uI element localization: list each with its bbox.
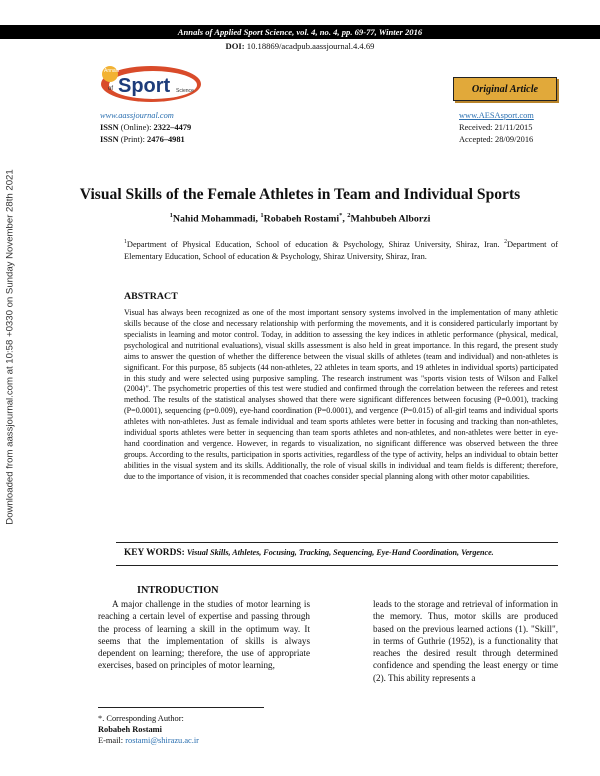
email-link[interactable]: rostami@shirazu.ac.ir [125, 736, 199, 746]
corresponding-marker: * [339, 212, 343, 219]
journal-info-left [100, 110, 191, 146]
logo-top-text: Annals [104, 68, 120, 74]
author-name: Robabeh Rostami [263, 213, 340, 225]
keywords [124, 547, 564, 558]
corresponding-author-footnote [98, 713, 199, 747]
logo-word-post: Science [176, 88, 194, 94]
doi-value[interactable]: 10.18869/acadpub.aassjournal.4.4.69 [246, 41, 375, 51]
abstract-heading: ABSTRACT [124, 291, 178, 302]
corresponding-author-name: Robabeh Rostami [98, 725, 162, 735]
issn-online: ISSN (Online): 2322–4479 [100, 123, 192, 132]
footnote-rule [98, 707, 264, 708]
download-watermark [3, 152, 17, 542]
journal-url-link[interactable]: www.aassjournal.com [100, 111, 174, 120]
introduction-left-column: A major challenge in the studies of motor learning is reaching a certain level of expertise and passing through the process of learning a skill in the optimum way. It seems that the implementation of skills is always dependent on learning; therefore, the use of appropriate exercises, based on principles of motor learning, [98, 599, 310, 671]
author-name: Nahid Mohammadi, [172, 213, 258, 225]
accepted-date: Accepted: 28/09/2016 [459, 135, 534, 144]
article-type-label: Original Article [471, 83, 539, 95]
doi-line [0, 41, 600, 51]
affiliation-2: Department of Elementary Education, School of education & Psychology, Shiraz University, Shiraz, Iran. [124, 239, 559, 262]
journal-citation: Annals of Applied Sport Science, vol. 4, no. 4, pp. 69-77, Winter 2016 [177, 27, 423, 37]
association-url-link[interactable]: www.AESAsport.com [459, 111, 534, 120]
logo-word-pre: of [108, 86, 114, 92]
keywords-rule-top [116, 542, 558, 543]
logo-word-main: Sport [118, 75, 171, 97]
download-watermark-text: Downloaded from aassjournal.com at 10:58 +0330 on Sunday November 28th 2021 [4, 169, 16, 525]
keywords-rule-bottom [116, 565, 558, 566]
author-name: Mahbubeh Alborzi [350, 213, 431, 225]
doi-label: DOI: [225, 41, 245, 51]
introduction-right-column: leads to the storage and retrieval of information in the memory. Thus, motor skills are produced based on the previous learned actions (1). "Skill", in terms of Guthrie (1952), is a functionality that reaches the desired result through determined confidence and spending the least energy or time (2). This ability represents a [373, 599, 558, 683]
issn-print: ISSN (Print): 2476–4981 [100, 135, 185, 144]
article-type-badge [453, 77, 557, 101]
affiliations: $^1$Department of Physical Education, School of education & Psychology, Shiraz University, Shiraz, Iran. $^2$Department of Elementary Education, School of education & Psychology, Shiraz University, Shiraz, Iran. [124, 239, 559, 262]
email-label: E-mail: [98, 736, 124, 746]
journal-info-right [459, 110, 534, 146]
footnote-label: *. Corresponding Author: [98, 714, 184, 723]
journal-logo [98, 60, 204, 104]
keywords-list: Visual Skills, Athletes, Focusing, Tracking, Sequencing, Eye-Hand Coordination, Vergence. [186, 548, 494, 557]
article-title: Visual Skills of the Female Athletes in Team and Individual Sports [79, 186, 521, 203]
affiliation-1: Department of Physical Education, School of education & Psychology, Shiraz University, Shiraz, Iran. [126, 239, 500, 249]
keywords-label: KEY WORDS: [124, 548, 185, 558]
received-date: Received: 21/11/2015 [459, 123, 533, 132]
introduction-heading: INTRODUCTION [137, 585, 219, 596]
author-list: $^1$Nahid Mohammadi, $^1$Robabeh Rostami*, $^2$Mahbubeh Alborzi [169, 212, 431, 225]
abstract-body: Visual has always been recognized as one of the most important sensory systems involved in the implementation of many athletic skills because of the close and necessary relationship with performing the movements, and it is considered particularly important by specialists in learning and motor control. Today, in addition to assessing the key indices in athletic performance (physical, medical, psychological and nutritional evaluations), visual skills assessment is also held in great importance. In this regard, the present study aims to answer the question of whether the difference between the visual skills of athletes (team and individual) and non-athletes is significant. For this purpose, 85 subjects (44 non-athletes, 22 athletes in team sports, and 19 athletes in individual sports) participated in this study and were selected using purposive sampling. The research instrument was "sports vision tests of Wilson and Falkel (2004)". The psychometric properties of this test were studied and confirmed through the correlation between the referees and retest method. The results of the statistical analyses showed that there were significant differences between focusing (P=0.001), tracking (P=0.0001), sequencing (p=0.009), eye-hand coordination (P=0.0001), and vergence (P=0.015) of all-girl teams and individual sports athletes with non-athletes. Just as female individual and team sports athletes were better in focusing and tracking than non-athletes, individual sports athletes were better in sequencing than team sports athletes and non-athletes, and non-athletes were better in eye-hand coordination and vergence. However, in regards to visualization, no significant difference was observed between the three groups. According to the results, participation in sports activities, regardless of the type of activity, helps an individual to obtain better abilities in the visual system and its skills. Additionally, the role of visual skills in individual and team fields is different; therefore, due to the importance of vision, it is recommended that coaches consider special planning along with other motor capabilities. [124, 308, 558, 481]
